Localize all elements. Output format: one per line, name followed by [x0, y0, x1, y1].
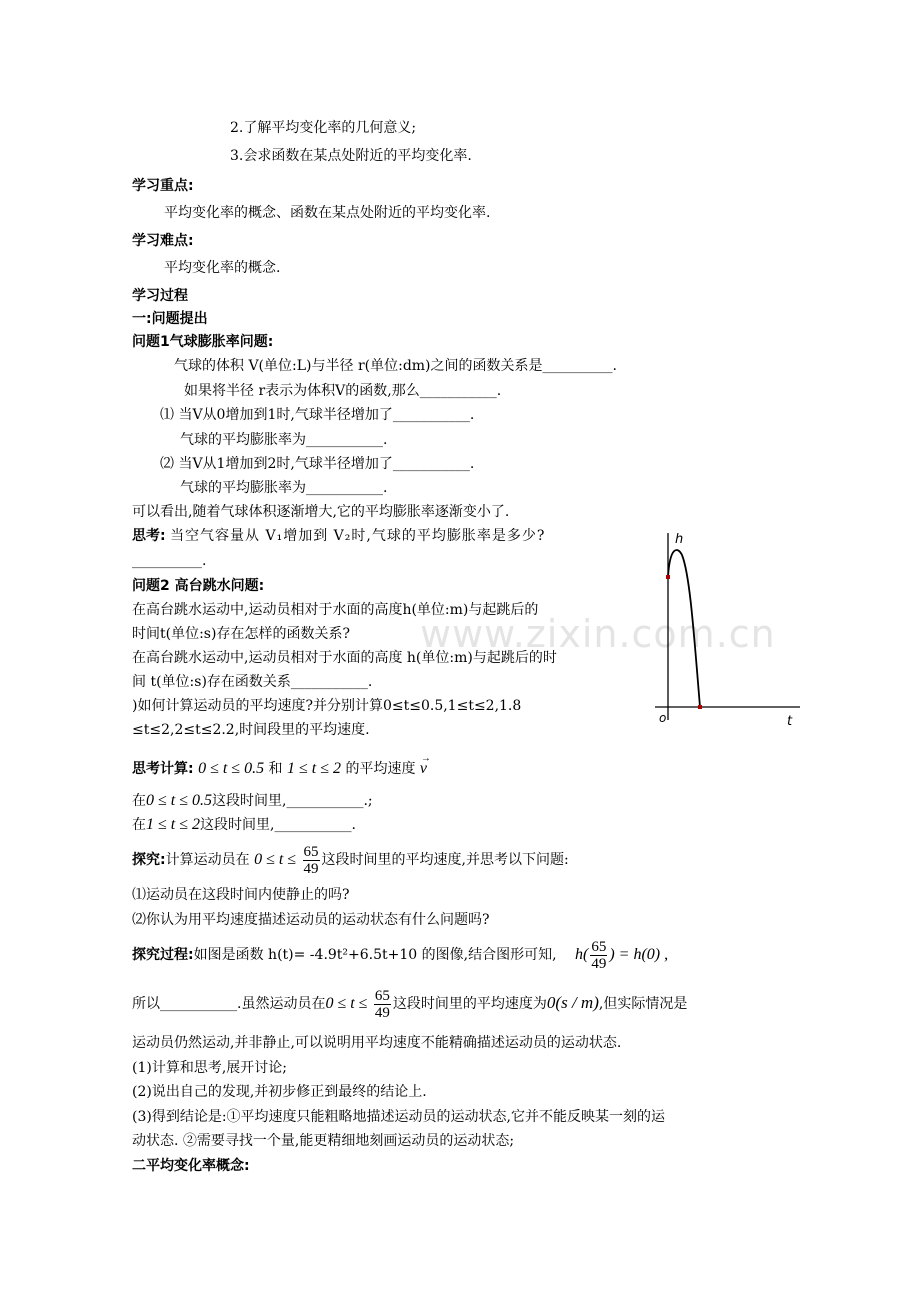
origin-label: o [659, 711, 667, 725]
problem-1-line-4: 气球的平均膨胀率为___________. [180, 432, 388, 448]
x-axis-label: t [787, 714, 793, 729]
think-2-range-1: 0 ≤ t ≤ 0.5 [198, 760, 265, 777]
process-label: 探究过程: [132, 947, 194, 963]
process-step-3a: (3)得到结论是:①平均速度只能粗略地描述运动员的运动状态,它并不能反映某一刻的运 [132, 1109, 665, 1125]
process-line-3: 运动员仍然运动,并非静止,可以说明用平均速度不能精确描述运动员的运动状态. [132, 1035, 622, 1051]
think-2-range-2: 1 ≤ t ≤ 2 [286, 760, 341, 777]
think-2-connector: 和 [268, 761, 283, 777]
problem-1-line-1: 气球的体积 V(单位:L)与半径 r(单位:dm)之间的函数关系是__________. [174, 358, 617, 374]
process-heading: 学习过程 [132, 288, 188, 304]
start-point-marker [666, 575, 670, 579]
end-point-marker [698, 705, 702, 709]
problem-2-line-2: 时间t(单位:s)存在怎样的函数关系? [132, 626, 350, 642]
problem-2-line-3: 在高台跳水运动中,运动员相对于水面的高度 h(单位:m)与起跳后的时 [132, 650, 557, 666]
fraction-65-49-h: $\frac{65}{49}$ [591, 938, 607, 972]
y-axis-label: h [675, 532, 684, 547]
process-line-1: 探究过程:如图是函数 h(t)= -4.9t²+6.5t+10 的图像,结合图形可知, h( $\frac{65}{49}$ ) = h(0) , [132, 938, 669, 972]
problem-1-line-3: ⑴ 当V从0增加到1时,气球半径增加了___________. [160, 407, 475, 423]
height-curve [668, 550, 700, 707]
think-1-blank: __________. [132, 553, 207, 569]
problem-1-line-6: 气球的平均膨胀率为___________. [180, 480, 388, 496]
objective-2: 2.了解平均变化率的几何意义; [230, 120, 417, 136]
difficulty-text: 平均变化率的概念. [164, 260, 281, 276]
problem-2-line-4: 间 t(单位:s)存在函数关系___________. [132, 674, 373, 690]
focus-text: 平均变化率的概念、函数在某点处附近的平均变化率. [164, 205, 491, 221]
fraction-65-49: $\frac{65}{49}$ [303, 843, 319, 877]
dive-height-graph [650, 525, 805, 730]
think-2-label: 思考计算: [132, 761, 194, 777]
think-1 [132, 526, 545, 546]
problem-2-line-5: )如何计算运动员的平均速度?并分别计算0≤t≤0.5,1≤t≤2,1.8 [132, 698, 522, 714]
explore-line: 探究:计算运动员在 0 ≤ t ≤ $\frac{65}{49}$ 这段时间里的平均速度,并思考以下问题: [132, 843, 569, 877]
section-2-heading: 二平均变化率概念: [132, 1158, 250, 1174]
problem-1-title: 问题1气球膨胀率问题: [132, 334, 274, 350]
problem-2-title: 问题2 高台跳水问题: [132, 578, 265, 594]
problem-1-conclusion: 可以看出,随着气球体积逐渐增大,它的平均膨胀率逐渐变小了. [132, 504, 510, 520]
process-step-2: (2)说出自己的发现,并初步修正到最终的结论上. [132, 1084, 427, 1100]
think-2-line-1: 在0 ≤ t ≤ 0.5这段时间里,___________.; [132, 792, 373, 809]
difficulty-heading: 学习难点: [132, 233, 194, 249]
explore-question-1: ⑴运动员在这段时间内使静止的吗? [132, 887, 350, 903]
objective-3: 3.会求函数在某点处附近的平均变化率. [230, 148, 472, 164]
fraction-65-49-b: $\frac{65}{49}$ [374, 987, 390, 1021]
process-step-1: (1)计算和思考,展开讨论; [132, 1060, 287, 1076]
focus-heading: 学习重点: [132, 178, 194, 194]
think-2-text: 的平均速度 [345, 761, 416, 777]
think-1-text: 当空气容量从 V₁增加到 V₂时,气球的平均膨胀率是多少? [170, 528, 546, 544]
think-1-label: 思考: [132, 528, 166, 544]
problem-2-line-6: ≤t≤2,2≤t≤2.2,时间段里的平均速度. [132, 722, 370, 738]
v-bar-symbol: v → [419, 753, 431, 777]
process-line-2: 所以___________.虽然运动员在0 ≤ t ≤ $\frac{65}{49}$ 这段时间里的平均速度为0(s / m),但实际情况是 [132, 987, 688, 1021]
section-1-heading: 一:问题提出 [132, 311, 208, 327]
problem-2-line-1: 在高台跳水运动中,运动员相对于水面的高度h(单位:m)与起跳后的 [132, 602, 539, 618]
explore-question-2: ⑵你认为用平均速度描述运动员的运动状态有什么问题吗? [132, 912, 490, 928]
problem-1-line-2: 如果将半径 r表示为体积V的函数,那么___________. [184, 383, 502, 399]
process-step-3b: 动状态. ②需要寻找一个量,能更精细地刻画运动员的运动状态; [132, 1133, 515, 1149]
think-2 [132, 753, 431, 780]
think-2-line-2: 在1 ≤ t ≤ 2这段时间里,___________. [132, 816, 356, 833]
problem-1-line-5: ⑵ 当V从1增加到2时,气球半径增加了___________. [160, 456, 475, 472]
watermark: www.zixin.com.cn [420, 612, 776, 656]
explore-label: 探究: [132, 852, 166, 868]
